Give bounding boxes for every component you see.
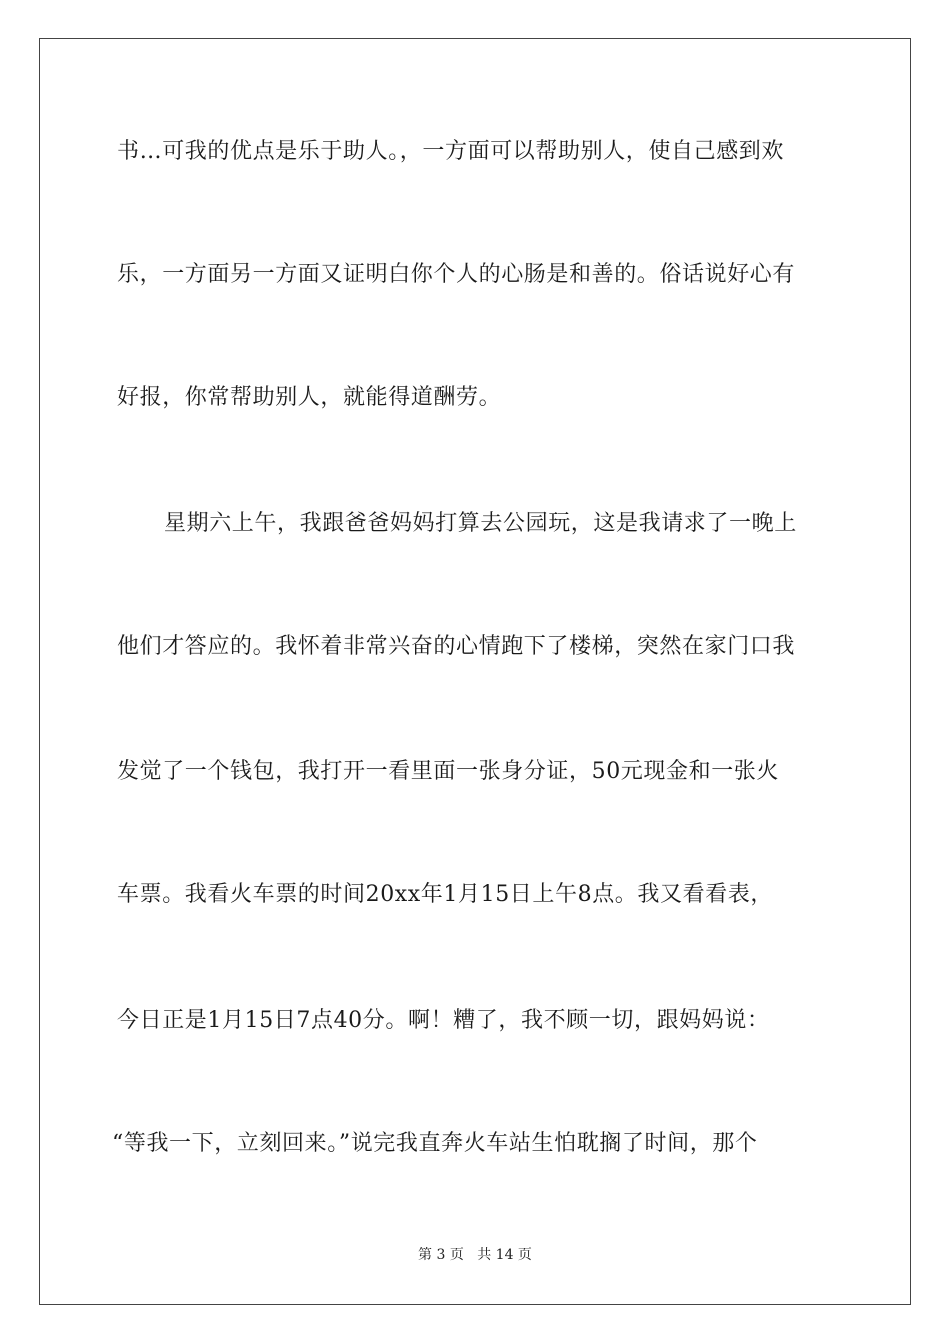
text-line-4-paragraph-start: 星期六上午，我跟爸爸妈妈打算去公园玩，这是我请求了一晚上 xyxy=(164,511,797,536)
text-line-1: 书…可我的优点是乐于助人。，一方面可以帮助别人，使自己感到欢 xyxy=(117,139,785,164)
text-line-6: 发觉了一个钱包，我打开一看里面一张身分证，50元现金和一张火 xyxy=(117,759,779,784)
text-line-8: 今日正是1月15日7点40分。啊！糟了，我不顾一切，跟妈妈说： xyxy=(117,1008,770,1033)
page-total: 共 14 页 xyxy=(477,1247,532,1263)
text-line-7: 车票。我看火车票的时间20xx年1月15日上午8点。我又看看表， xyxy=(117,882,773,907)
page-border xyxy=(39,38,911,1305)
text-line-5: 他们才答应的。我怀着非常兴奋的心情跑下了楼梯，突然在家门口我 xyxy=(117,634,796,659)
text-line-2: 乐，一方面另一方面又证明白你个人的心肠是和善的。俗话说好心有 xyxy=(117,262,796,287)
text-line-9: “等我一下，立刻回来。”说完我直奔火车站生怕耽搁了时间，那个 xyxy=(112,1131,758,1156)
page-number: 第 3 页 xyxy=(418,1247,464,1263)
page-footer xyxy=(0,1246,950,1264)
text-line-3: 好报，你常帮助别人，就能得道酬劳。 xyxy=(117,385,502,410)
